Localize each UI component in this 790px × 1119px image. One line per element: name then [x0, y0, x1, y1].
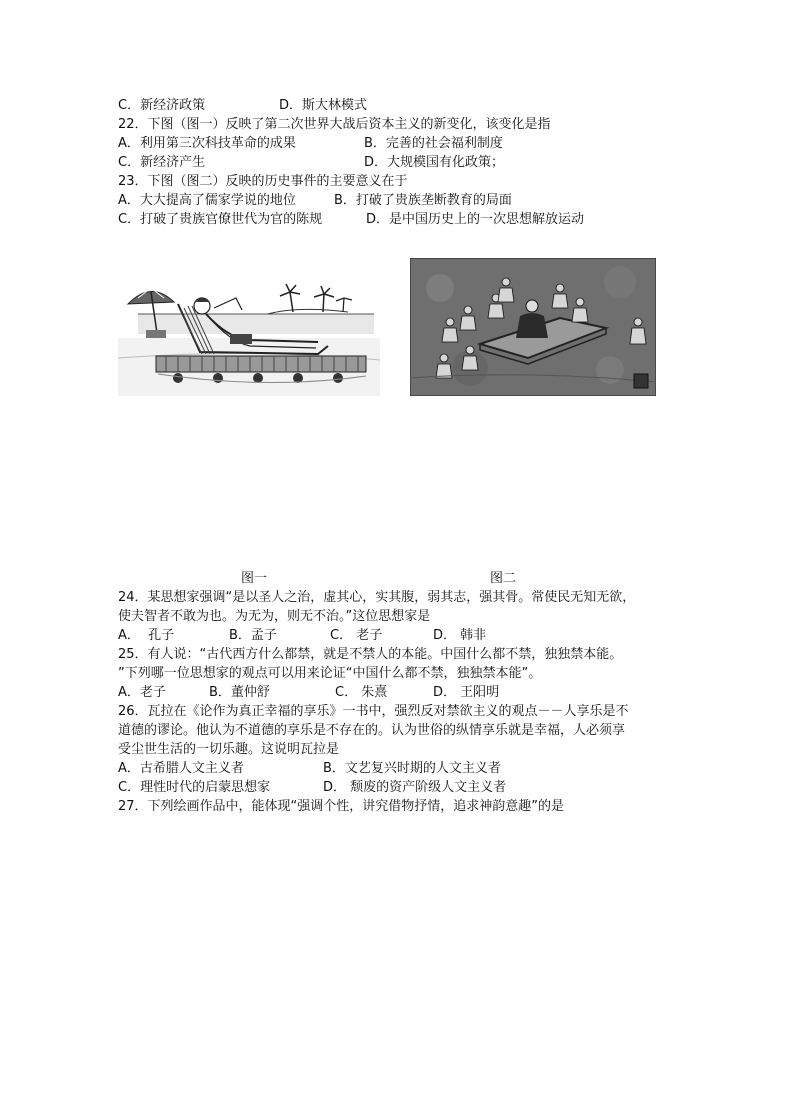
q22-option-a: A．利用第三次科技革命的成果 [118, 136, 296, 151]
q27-stem: 27．下列绘画作品中，能体现“强调个性，讲究借物抒情，追求神韵意趣”的是 [118, 799, 565, 814]
q23-option-a: A．大大提高了儒家学说的地位 [118, 193, 296, 208]
q22-option-d: D．大规模国有化政策； [364, 155, 505, 170]
q26-stem-line-1: 26．瓦拉在《论作为真正幸福的享乐》一书中，强烈反对禁欲主义的观点－－人享乐是不 [118, 704, 629, 719]
q26-option-b: B．文艺复兴时期的人文主义者 [323, 761, 501, 776]
q25-option-c: C． 朱熹 [335, 685, 388, 700]
figure-2-ancient-scholars-painting [410, 258, 656, 396]
q21-option-d: D．斯大林模式 [279, 98, 368, 113]
q23-stem: 23．下图（图二）反映的历史事件的主要意义在于 [118, 174, 408, 189]
q24-option-a: A． 孔子 [118, 628, 175, 643]
q23-option-c: C．打破了贵族官僚世代为官的陈规 [118, 212, 323, 227]
figure-1-caption: 图一 [241, 571, 268, 586]
q23-option-d: D．是中国历史上的一次思想解放运动 [366, 212, 585, 227]
q26-stem-line-2: 道德的谬论。他认为不道德的享乐是不存在的。认为世俗的纵情享乐就是幸福，人必须享 [118, 723, 626, 738]
q24-stem-line-1: 24．某思想家强调“是以圣人之治，虚其心，实其腹，弱其志，强其骨。常使民无知无欲， [118, 590, 636, 605]
q24-option-c: C． 老子 [330, 628, 383, 643]
q23-option-b: B．打破了贵族垄断教育的局面 [334, 193, 512, 208]
q25-stem-line-1: 25．有人说：“古代西方什么都禁，就是不禁人的本能。中国什么都不禁，独独禁本能。 [118, 647, 623, 662]
q22-option-b: B．完善的社会福利制度 [364, 136, 503, 151]
figure-2-caption: 图二 [490, 571, 517, 586]
q26-option-c: C．理性时代的启蒙思想家 [118, 780, 271, 795]
figure-1-beach-leisure-image [118, 268, 380, 396]
q25-option-b: B．董仲舒 [209, 685, 270, 700]
q21-option-c: C．新经济政策 [118, 98, 206, 113]
q26-stem-line-3: 受尘世生活的一切乐趣。这说明瓦拉是 [118, 742, 340, 757]
q25-option-a: A．老子 [118, 685, 166, 700]
q26-option-d: D． 颓废的资产阶级人文主义者 [323, 780, 507, 795]
q24-option-b: B．孟子 [229, 628, 277, 643]
q25-stem-line-2: ”下列哪一位思想家的观点可以用来论证“中国什么都不禁，独独禁本能”。 [118, 666, 542, 681]
q22-stem: 22．下图（图一）反映了第二次世界大战后资本主义的新变化，该变化是指 [118, 117, 551, 132]
q22-option-c: C．新经济产生 [118, 155, 206, 170]
q24-option-d: D． 韩非 [433, 628, 487, 643]
q24-stem-line-2: 使夫智者不敢为也。为无为，则无不治。”这位思想家是 [118, 609, 431, 624]
q25-option-d: D． 王阳明 [433, 685, 500, 700]
q26-option-a: A．古希腊人文主义者 [118, 761, 244, 776]
